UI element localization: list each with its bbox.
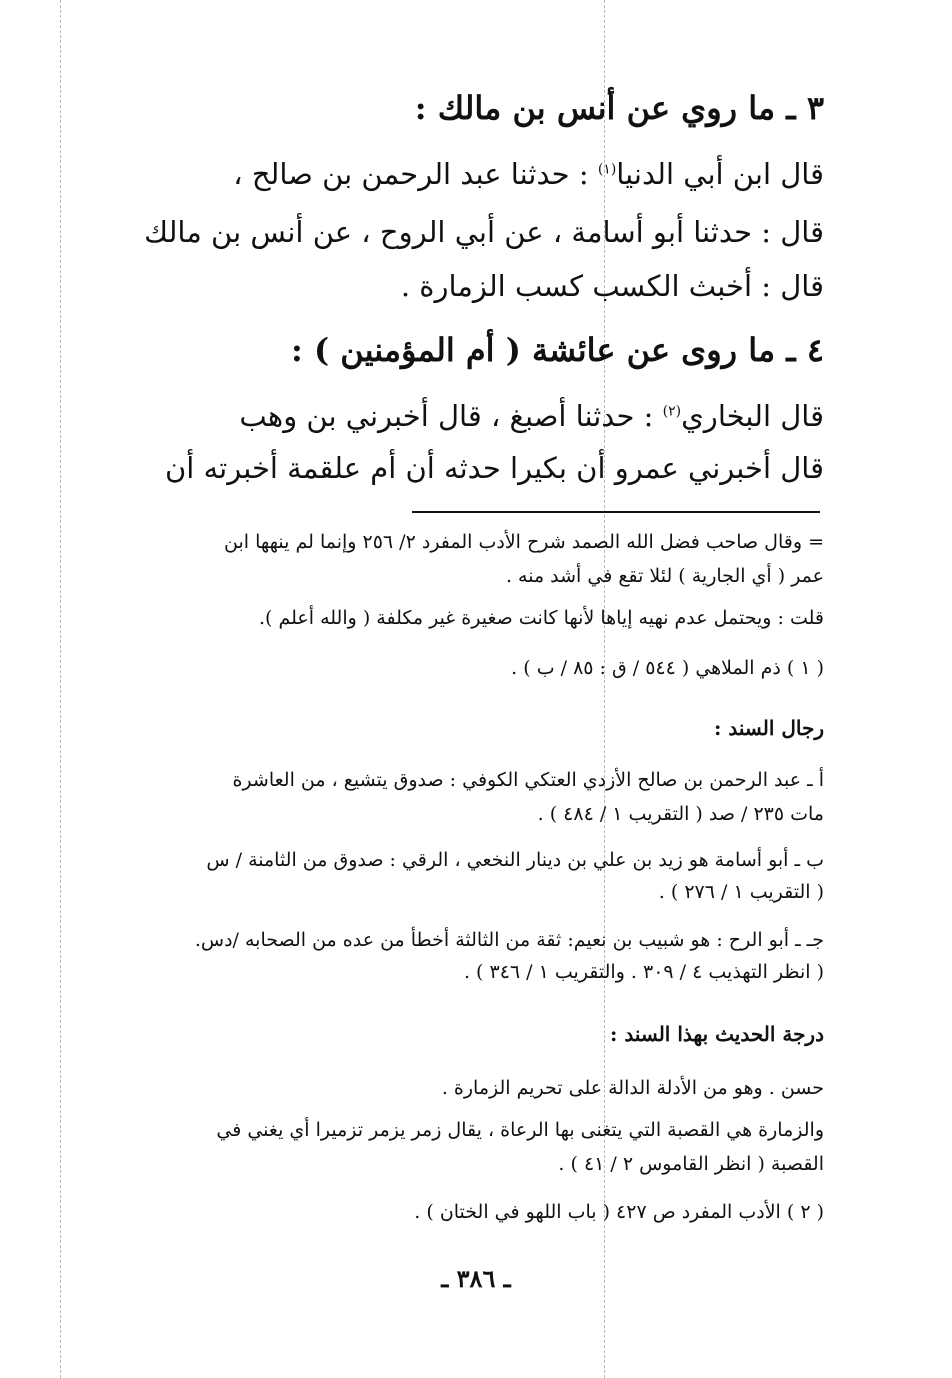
page-number: ـ ٣٨٦ ـ: [441, 1264, 511, 1293]
zamara-definition-line2: القصبة ( انظر القاموس ٢ / ٤١ ) .: [558, 1153, 824, 1175]
section4-line1-end: : حدثنا أصبغ ، قال أخبرني بن وهب: [239, 399, 663, 433]
zamara-definition-line1: والزمارة هي القصبة التي يتغنى بها الرعاة ، يقال زمر يزمر تزميرا أي يغني في: [216, 1119, 824, 1141]
footnote-1: ( ١ ) ذم الملاهي ( ٥٤٤ / ق : ٨٥ / ب ) .: [511, 657, 824, 679]
hadith-grade-line: حسن . وهو من الأدلة الدالة على تحريم الزمارة .: [441, 1077, 824, 1099]
section4-line1-start: قال البخاري: [681, 399, 824, 433]
rijal-heading: رجال السند :: [714, 716, 824, 740]
footnote-continued-line2: عمر ( أي الجارية ) لئلا تقع في أشد منه .: [505, 565, 824, 587]
footnote-continued-line1: = وقال صاحب فضل الله الصمد شرح الأدب المفرد ٢/ ٢٥٦ وإنما لم ينهها ابن: [224, 531, 824, 553]
scan-margin-line: [60, 0, 61, 1378]
footnote-ref-1: (١): [597, 161, 617, 178]
section3-line3: قال : أخبث الكسب كسب الزمارة .: [400, 269, 824, 303]
footnote-ref-2: (٢): [662, 403, 682, 420]
footnote-divider: [412, 511, 820, 513]
section4-heading: ٤ ـ ما روى عن عائشة ( أم المؤمنين ) :: [291, 331, 824, 369]
section3-line1: [100, 154, 824, 194]
narrator-ba-line2: ( التقريب ١ / ٢٧٦ ) .: [658, 881, 824, 903]
section3-line1-end: : حدثنا عبد الرحمن بن صالح ،: [233, 157, 598, 191]
section3-line2: قال : حدثنا أبو أسامة ، عن أبي الروح ، عن أنس بن مالك: [144, 215, 824, 249]
section3-line1-start: قال ابن أبي الدنيا: [616, 157, 824, 191]
hadith-grade-heading: درجة الحديث بهذا السند :: [609, 1022, 824, 1046]
section4-line2: قال أخبرني عمرو أن بكيرا حدثه أن أم علقمة أخبرته أن: [165, 451, 824, 485]
footnote-2: ( ٢ ) الأدب المفرد ص ٤٢٧ ( باب اللهو في الختان ) .: [414, 1201, 824, 1223]
narrator-jim-line2: ( انظر التهذيب ٤ / ٣٠٩ . والتقريب ١ / ٣٤٦ ) .: [463, 961, 824, 983]
section4-line1: [100, 396, 824, 436]
narrator-jim-line1: جـ ـ أبو الرح : هو شبيب بن نعيم: ثقة من الثالثة أخطأ من عده من الصحابه /دس.: [194, 929, 824, 951]
section3-heading: ٣ ـ ما روي عن أنس بن مالك :: [414, 89, 824, 127]
footnote-continued-line3: قلت : ويحتمل عدم نهيه إياها لأنها كانت صغيرة غير مكلفة ( والله أعلم ).: [259, 607, 824, 629]
narrator-ba-line1: ب ـ أبو أسامة هو زيد بن علي بن دينار النخعي ، الرقي : صدوق من الثامنة / س: [206, 849, 824, 871]
narrator-alif-line2: مات ٢٣٥ / صد ( التقريب ١ / ٤٨٤ ) .: [537, 803, 824, 825]
narrator-alif-line1: أ ـ عبد الرحمن بن صالح الأزدي العتكي الكوفي : صدوق يتشيع ، من العاشرة: [232, 769, 824, 791]
